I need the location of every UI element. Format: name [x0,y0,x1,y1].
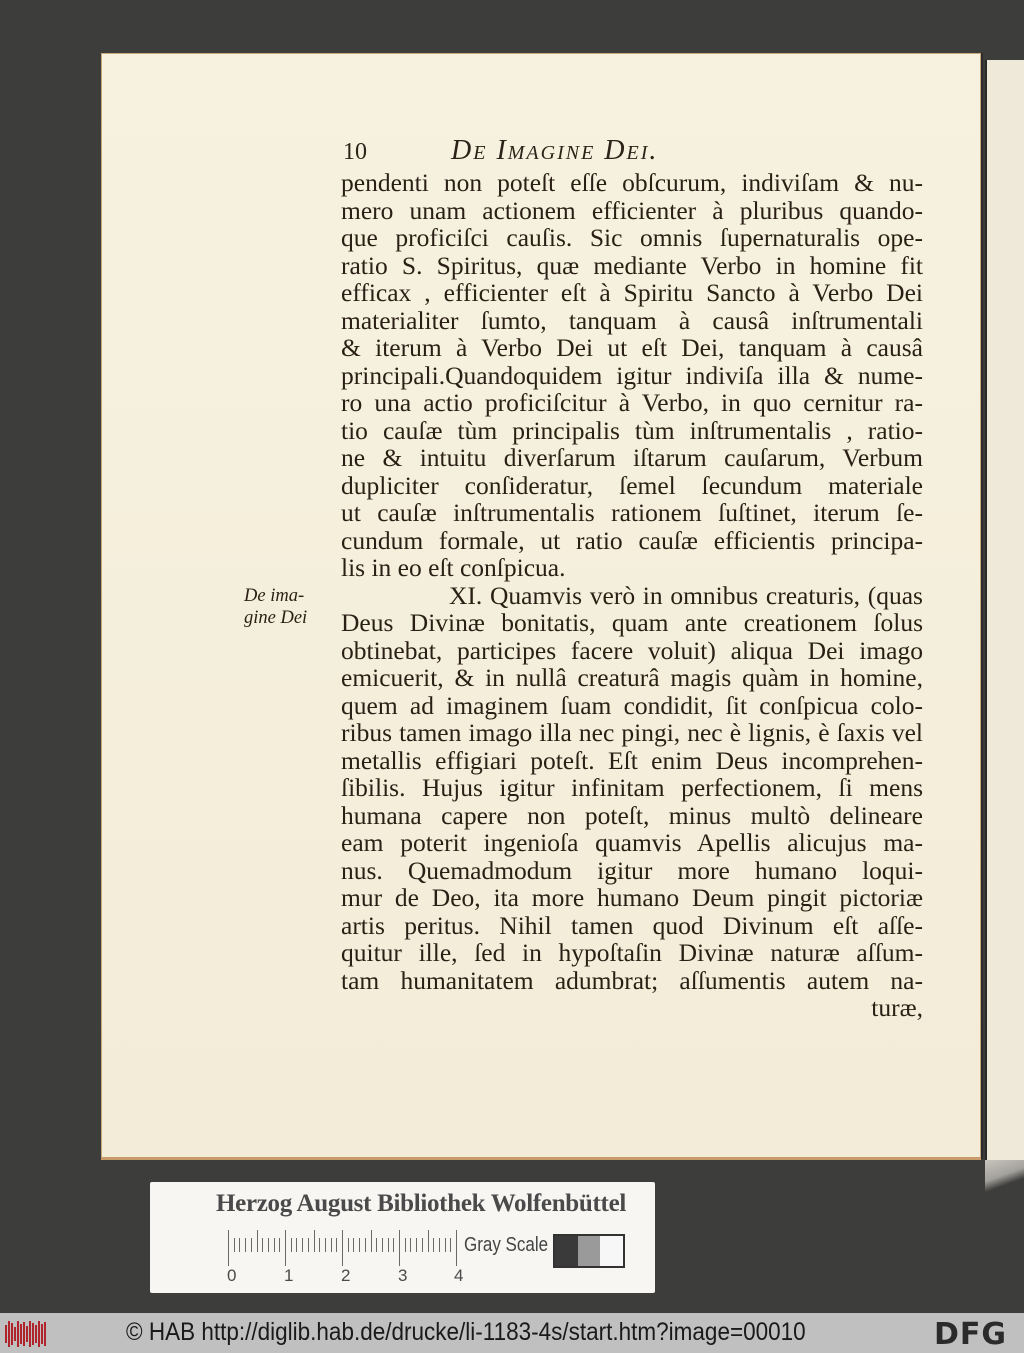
text-line: & iterum à Verbo Dei ut eſt Dei, tanquam à causâ [341,333,923,362]
hab-logo-bar [41,1324,43,1344]
ruler-tick [450,1238,451,1252]
ruler-tick [422,1238,423,1252]
ruler-tick [268,1238,269,1252]
text-line: emicuerit, & in nullâ creaturâ magis quàm in homine, [341,663,923,692]
ruler-number: 0 [227,1266,237,1285]
ruler-tick [376,1238,377,1252]
margin-note-line: gine Dei [244,608,308,628]
ruler-tick [285,1230,286,1266]
facing-page-edge [985,60,1024,1160]
text-line: efficax , efficienter eſt à Spiritu Sancto à Verbo Dei [341,278,923,307]
hab-logo-bar [26,1326,28,1342]
ruler-number: 2 [341,1266,351,1285]
ruler-tick [433,1238,434,1252]
running-head [343,135,933,169]
text-line: ſibilis. Hujus igitur infinitam perfectionem, ſi mens [341,773,923,802]
hab-logo-bar [8,1321,10,1347]
hab-logo-bar [20,1324,22,1344]
ruler-tick [308,1238,309,1252]
ruler-tick [239,1238,240,1252]
ruler-tick [314,1230,315,1252]
ruler-number: 4 [454,1266,464,1285]
library-name: Herzog August Bibliothek Wolfenbüttel [216,1190,627,1217]
text-line: pendenti non poteſt eſſe obſcurum, indiviſam & nu- [341,168,923,197]
ruler-tick [257,1230,258,1252]
hab-logo-bar [23,1322,25,1346]
text-line: quem ad imaginem ſuam condidit, ſit conſpicua colo- [341,690,923,720]
text-line: humana capere non poteſt, minus multò delineare [341,800,923,830]
facing-page-shadow [985,1160,1024,1200]
margin-note-line: De ima- [244,586,305,606]
text-line: artis peritus. Nihil tamen quod Divinum eſt aſſe- [341,910,923,940]
text-line: quitur ille, ſed in hypoſtaſin Divinæ naturæ aſſum- [341,938,923,967]
ruler-tick [291,1238,292,1252]
ruler-tick [410,1238,411,1252]
ruler-tick [336,1238,337,1252]
text-line: dupliciter conſideratur, ſemel ſecundum materiale [341,470,923,500]
ruler-tick [302,1238,303,1252]
hab-logo-bar [17,1321,19,1347]
ruler-tick [262,1238,263,1252]
text-line: metallis effigiari poteſt. Eſt enim Deus incomprehen- [341,745,923,775]
gray-scale-swatch [553,1234,625,1268]
ruler-tick [439,1238,440,1252]
page-number: 10 [343,139,367,165]
ruler-tick [228,1230,229,1266]
hab-logo-bar [35,1325,37,1343]
ruler-tick [365,1238,366,1252]
hab-logo-bar [44,1322,46,1346]
hab-logo-bar [5,1325,7,1343]
ruler-tick [348,1238,349,1252]
text-line: mur de Deo, ita more humano Deum pingit pictoriæ [341,883,923,912]
ruler-number: 3 [398,1266,408,1285]
hab-logo-bar [32,1323,34,1345]
ruler-tick [405,1238,406,1252]
text-line: lis in eo eſt conſpicua. [341,553,566,582]
ruler-tick [456,1230,457,1266]
page-bottom-edge [101,1157,981,1160]
body-text [341,169,923,1022]
gray-scale-label: Gray Scale [464,1234,549,1256]
ruler-tick [382,1238,383,1252]
footer-bar [0,1313,1024,1353]
ruler-number: 1 [284,1266,294,1285]
ruler-tick [331,1238,332,1252]
ruler-numbers [210,1266,470,1288]
ruler-tick [325,1238,326,1252]
text-line: que proficiſci cauſis. Sic omnis ſupernaturalis ope- [341,223,923,252]
gray-swatch-mid [578,1236,601,1266]
ruler-tick [245,1238,246,1252]
ruler-tick [251,1238,252,1252]
text-line: mero unam actionem efficienter à pluribus quando- [341,195,923,225]
hab-logo-bar [14,1327,16,1341]
ruler-tick [274,1238,275,1252]
ruler-scale [228,1230,458,1266]
ruler-tick [342,1230,343,1266]
hab-logo-bar [11,1323,13,1345]
catchword: turæ, [871,993,923,1022]
ruler-card [150,1182,655,1293]
text-line: eam poterit ingenioſa quamvis Apellis alicujus ma- [341,828,923,857]
text-line: principali.Quandoquidem igitur indiviſa illa & nume- [341,360,923,390]
ruler-tick [279,1238,280,1252]
ruler-tick [353,1238,354,1252]
text-line: ro una actio proficiſcitur à Verbo, in quo cernitur ra- [341,388,923,417]
ruler-tick [393,1238,394,1252]
hab-logo-bar [38,1321,40,1347]
text-line: ut cauſæ inſtrumentalis rationem ſuſtinet, iterum ſe- [341,498,923,527]
ruler-tick [371,1230,372,1252]
running-title: De Imagine Dei. [451,135,659,166]
text-line: materialiter ſumto, tanquam à causâ inſtrumentali [341,305,923,335]
ruler-tick [234,1238,235,1252]
text-line: cundum formale, ut ratio cauſæ efficientis principa- [341,525,923,555]
text-line: ne & intuitu diverſarum iſtarum cauſarum, Verbum [341,443,923,472]
ruler-tick [296,1238,297,1252]
text-line: ratio S. Spiritus, quæ mediante Verbo in homine fit [341,250,923,280]
text-line: tam humanitatem adumbrat; aſſumentis autem na- [341,965,923,995]
text-line: tio cauſæ tùm principalis tùm inſtrumentalis , ratio- [341,415,923,445]
margin-note [244,585,334,629]
ruler-tick [399,1230,400,1266]
ruler-tick [359,1238,360,1252]
text-line: Deus Divinæ bonitatis, quam ante creationem ſolus [341,608,923,637]
ruler-tick [428,1230,429,1252]
gray-swatch-dark [555,1236,578,1266]
text-line: obtinebat, participes facere voluit) aliqua Dei imago [341,635,923,665]
ruler-tick [319,1238,320,1252]
ruler-tick [416,1238,417,1252]
text-line: ribus tamen imago illa nec pingi, nec è lignis, è ſaxis vel [341,718,923,747]
text-line: nus. Quemadmodum igitur more humano loqui- [341,855,923,885]
ruler-tick [388,1238,389,1252]
copyright-url[interactable]: © HAB http://diglib.hab.de/drucke/li-1183-4s/start.htm?image=00010 [126,1318,806,1346]
ruler-tick [445,1238,446,1252]
hab-logo-icon [5,1321,47,1347]
hab-logo-bar [29,1321,31,1347]
section-start-line: XI. Quamvis verò in omnibus creaturis, (quas [449,580,923,610]
gray-swatch-light [600,1236,623,1266]
dfg-logo-icon: DFG [934,1317,1008,1352]
